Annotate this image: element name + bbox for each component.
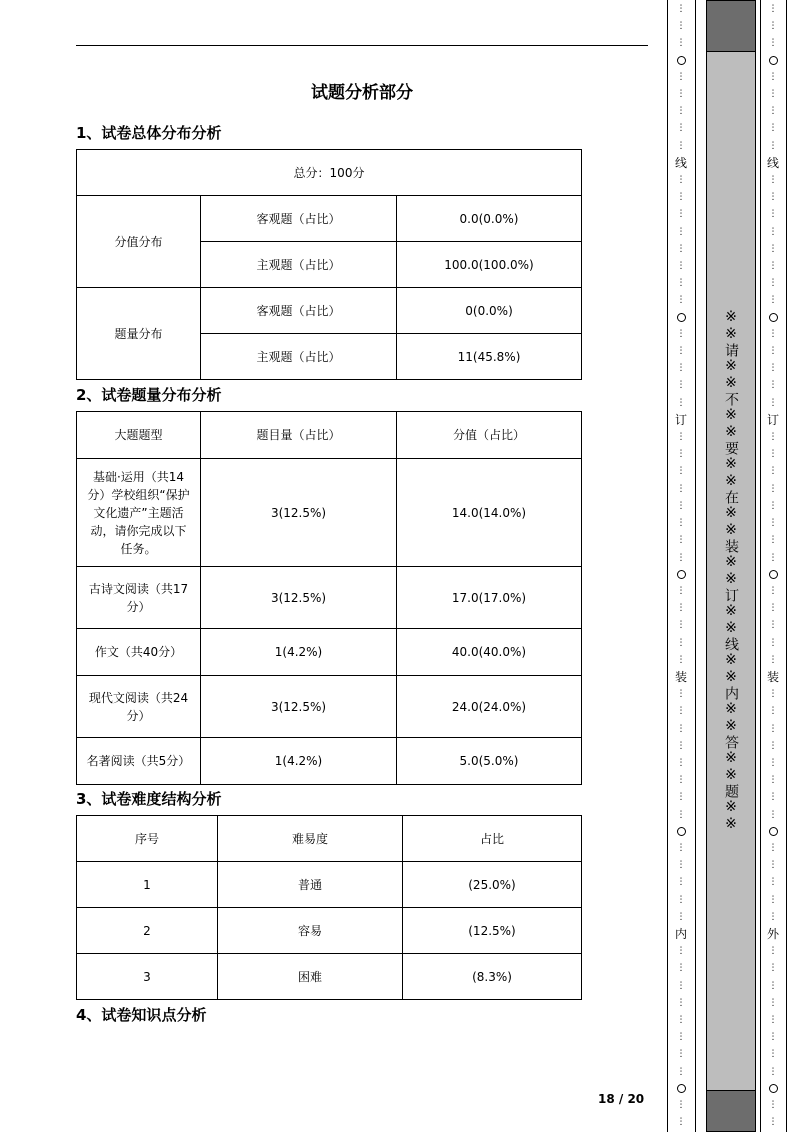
table-cell: (12.5%)	[403, 908, 582, 954]
table-cell: 17.0(17.0%)	[397, 567, 582, 629]
binding-dot: ⋮	[768, 518, 778, 529]
table-cell: (25.0%)	[403, 862, 582, 908]
binding-dot: ⋮	[676, 792, 686, 803]
binding-dot: ⋮	[768, 89, 778, 100]
table-row	[77, 196, 582, 242]
binding-word: 装	[766, 669, 779, 684]
binding-dot: ⋮	[676, 877, 686, 888]
binding-dot: ⋮	[768, 1066, 778, 1077]
binding-dot: ⋮	[768, 192, 778, 203]
binding-dot: ⋮	[676, 894, 686, 905]
overall-distribution-table	[76, 149, 582, 380]
binding-dot: ⋮	[768, 963, 778, 974]
table-cell: 11(45.8%)	[397, 334, 582, 380]
page-title: 试题分析部分	[311, 83, 413, 103]
binding-dot: ⋮	[676, 637, 686, 648]
section-heading-4: 4、试卷知识点分析	[76, 1006, 207, 1024]
binding-dot: ⋮	[676, 106, 686, 117]
binding-dot: ⋮	[768, 535, 778, 546]
binding-dot: ⋮	[768, 346, 778, 357]
binding-dot: ⋮	[676, 620, 686, 631]
binding-dot: ⋮	[768, 894, 778, 905]
binding-dot: ⋮	[768, 397, 778, 408]
binding-dot: ⋮	[676, 911, 686, 922]
binding-circle-icon	[769, 313, 778, 322]
binding-dot: ⋮	[676, 809, 686, 820]
binding-dot: ⋮	[676, 71, 686, 82]
table-cell: 5.0(5.0%)	[397, 738, 582, 785]
binding-dot: ⋮	[676, 963, 686, 974]
binding-circle-icon	[769, 1084, 778, 1093]
binding-dot: ⋮	[676, 483, 686, 494]
section-heading-1: 1、试卷总体分布分析	[76, 124, 222, 142]
binding-circle-icon	[677, 56, 686, 65]
table-row	[77, 862, 582, 908]
binding-circle-icon	[769, 570, 778, 579]
binding-dot: ⋮	[676, 21, 686, 32]
binding-border-outer	[786, 0, 787, 1132]
binding-dot: ⋮	[768, 380, 778, 391]
binding-word: 线	[674, 155, 687, 170]
binding-dot: ⋮	[676, 1049, 686, 1060]
table-cell: 1(4.2%)	[201, 629, 397, 676]
binding-dot: ⋮	[768, 500, 778, 511]
table-row	[77, 954, 582, 1000]
table-cell: 1(4.2%)	[201, 738, 397, 785]
binding-dot: ⋮	[676, 706, 686, 717]
binding-dot: ⋮	[676, 192, 686, 203]
binding-dot: ⋮	[768, 1014, 778, 1025]
binding-dot: ⋮	[676, 842, 686, 853]
binding-border-inner	[695, 0, 696, 1132]
binding-dot: ⋮	[676, 1117, 686, 1128]
table-cell: 3(12.5%)	[201, 567, 397, 629]
binding-dot: ⋮	[676, 585, 686, 596]
binding-dot: ⋮	[768, 980, 778, 991]
binding-word: 订	[674, 412, 687, 427]
binding-dot: ⋮	[676, 278, 686, 289]
binding-dot: ⋮	[676, 226, 686, 237]
binding-circle-icon	[677, 313, 686, 322]
binding-dot: ⋮	[768, 140, 778, 151]
binding-dot: ⋮	[768, 278, 778, 289]
binding-dot: ⋮	[768, 809, 778, 820]
binding-warning-text: ※※请※※不※※要※※在※※装※※订※※线※※内※※答※※题※※	[723, 309, 739, 833]
table-cell: 14.0(14.0%)	[397, 459, 582, 567]
binding-dot: ⋮	[768, 261, 778, 272]
binding-border-left	[667, 0, 668, 1132]
table-cell: 基础·运用（共14分）学校组织“保护文化遗产”主题活动，请你完成以下任务。	[77, 459, 201, 567]
outer-binding-dots	[763, 0, 783, 1132]
table-cell: 0(0.0%)	[397, 288, 582, 334]
binding-dot: ⋮	[676, 740, 686, 751]
binding-word: 订	[766, 412, 779, 427]
table-cell: 作文（共40分）	[77, 629, 201, 676]
inner-binding-dots	[671, 0, 691, 1132]
section-heading-2: 2、试卷题量分布分析	[76, 386, 222, 404]
binding-word: 外	[766, 926, 779, 941]
table-cell: 0.0(0.0%)	[397, 196, 582, 242]
question-distribution-table	[76, 411, 582, 785]
binding-dot: ⋮	[676, 1032, 686, 1043]
binding-dot: ⋮	[676, 689, 686, 700]
binding-word: 内	[674, 926, 687, 941]
binding-dot: ⋮	[768, 706, 778, 717]
binding-dot: ⋮	[676, 4, 686, 14]
binding-dot: ⋮	[676, 980, 686, 991]
table-row	[77, 629, 582, 676]
binding-dot: ⋮	[676, 363, 686, 374]
binding-dot: ⋮	[768, 775, 778, 786]
table-cell: 100.0(100.0%)	[397, 242, 582, 288]
binding-word: 线	[766, 155, 779, 170]
table-cell: 3(12.5%)	[201, 459, 397, 567]
binding-dot: ⋮	[676, 466, 686, 477]
section-heading-3: 3、试卷难度结构分析	[76, 790, 222, 808]
column-header: 序号	[77, 816, 218, 862]
binding-dot: ⋮	[768, 295, 778, 306]
question-count-distribution-label: 题量分布	[77, 288, 201, 380]
binding-dot: ⋮	[768, 654, 778, 665]
binding-dot: ⋮	[676, 243, 686, 254]
column-header: 难易度	[218, 816, 403, 862]
binding-warning	[706, 52, 756, 1090]
binding-dot: ⋮	[676, 1014, 686, 1025]
table-cell: 客观题（占比）	[201, 196, 397, 242]
column-header: 大题题型	[77, 412, 201, 459]
binding-dot: ⋮	[768, 1117, 778, 1128]
binding-dot: ⋮	[768, 842, 778, 853]
binding-dot: ⋮	[676, 295, 686, 306]
binding-block-top	[706, 0, 756, 52]
binding-dot: ⋮	[676, 380, 686, 391]
binding-dot: ⋮	[768, 71, 778, 82]
binding-dot: ⋮	[768, 21, 778, 32]
header-rule	[76, 45, 648, 46]
binding-circle-icon	[769, 827, 778, 836]
binding-dot: ⋮	[676, 449, 686, 460]
binding-word: 装	[674, 669, 687, 684]
column-header: 占比	[403, 816, 582, 862]
column-header: 分值（占比）	[397, 412, 582, 459]
binding-dot: ⋮	[768, 432, 778, 443]
binding-dot: ⋮	[676, 997, 686, 1008]
table-cell: 主观题（占比）	[201, 242, 397, 288]
table-cell: 现代文阅读（共24分）	[77, 676, 201, 738]
binding-dot: ⋮	[676, 397, 686, 408]
binding-dot: ⋮	[768, 4, 778, 14]
binding-dot: ⋮	[768, 466, 778, 477]
binding-dot: ⋮	[676, 535, 686, 546]
binding-dot: ⋮	[768, 106, 778, 117]
table-cell: 40.0(40.0%)	[397, 629, 582, 676]
binding-dot: ⋮	[768, 860, 778, 871]
binding-border-right	[760, 0, 761, 1132]
table-cell: 客观题（占比）	[201, 288, 397, 334]
binding-block-bottom	[706, 1090, 756, 1132]
binding-dot: ⋮	[676, 328, 686, 339]
binding-dot: ⋮	[676, 89, 686, 100]
binding-dot: ⋮	[768, 175, 778, 186]
table-cell: 名著阅读（共5分）	[77, 738, 201, 785]
table-cell: 2	[77, 908, 218, 954]
binding-dot: ⋮	[768, 449, 778, 460]
binding-dot: ⋮	[676, 346, 686, 357]
binding-dot: ⋮	[768, 585, 778, 596]
binding-dot: ⋮	[768, 363, 778, 374]
binding-circle-icon	[677, 1084, 686, 1093]
binding-dot: ⋮	[768, 877, 778, 888]
binding-dot: ⋮	[676, 432, 686, 443]
binding-dot: ⋮	[768, 483, 778, 494]
table-row	[77, 288, 582, 334]
binding-dot: ⋮	[768, 1100, 778, 1110]
table-row	[77, 150, 582, 196]
binding-dot: ⋮	[676, 500, 686, 511]
binding-circle-icon	[677, 570, 686, 579]
binding-dot: ⋮	[768, 911, 778, 922]
table-cell: 容易	[218, 908, 403, 954]
binding-dot: ⋮	[676, 552, 686, 563]
binding-circle-icon	[769, 56, 778, 65]
binding-dot: ⋮	[768, 792, 778, 803]
score-distribution-label: 分值分布	[77, 196, 201, 288]
table-header-row	[77, 412, 582, 459]
binding-dot: ⋮	[768, 328, 778, 339]
table-row	[77, 908, 582, 954]
binding-dot: ⋮	[676, 38, 686, 49]
binding-dot: ⋮	[768, 38, 778, 49]
binding-dot: ⋮	[768, 1049, 778, 1060]
binding-dot: ⋮	[676, 775, 686, 786]
binding-dot: ⋮	[768, 1032, 778, 1043]
binding-dot: ⋮	[676, 1066, 686, 1077]
binding-dot: ⋮	[676, 175, 686, 186]
binding-dot: ⋮	[768, 226, 778, 237]
binding-dot: ⋮	[768, 620, 778, 631]
binding-dot: ⋮	[676, 518, 686, 529]
table-cell: 3	[77, 954, 218, 1000]
binding-dot: ⋮	[676, 603, 686, 614]
table-header-row	[77, 816, 582, 862]
table-cell: 3(12.5%)	[201, 676, 397, 738]
binding-dot: ⋮	[768, 740, 778, 751]
binding-dot: ⋮	[768, 689, 778, 700]
binding-dot: ⋮	[676, 140, 686, 151]
table-cell: 1	[77, 862, 218, 908]
table-cell: 24.0(24.0%)	[397, 676, 582, 738]
binding-dot: ⋮	[768, 997, 778, 1008]
binding-dot: ⋮	[676, 654, 686, 665]
binding-dot: ⋮	[676, 123, 686, 134]
table-cell: 困难	[218, 954, 403, 1000]
binding-dot: ⋮	[768, 946, 778, 957]
binding-dot: ⋮	[676, 1100, 686, 1110]
binding-dot: ⋮	[768, 209, 778, 220]
difficulty-structure-table	[76, 815, 582, 1000]
table-row	[77, 738, 582, 785]
binding-dot: ⋮	[676, 757, 686, 768]
binding-dot: ⋮	[768, 243, 778, 254]
binding-dot: ⋮	[676, 261, 686, 272]
column-header: 题目量（占比）	[201, 412, 397, 459]
binding-dot: ⋮	[676, 723, 686, 734]
table-cell: (8.3%)	[403, 954, 582, 1000]
binding-dot: ⋮	[768, 757, 778, 768]
binding-dot: ⋮	[768, 603, 778, 614]
table-cell: 古诗文阅读（共17分）	[77, 567, 201, 629]
table-cell: 主观题（占比）	[201, 334, 397, 380]
table-row	[77, 676, 582, 738]
binding-dot: ⋮	[768, 637, 778, 648]
table-cell: 普通	[218, 862, 403, 908]
total-score-cell: 总分：100分	[77, 150, 582, 196]
table-row	[77, 459, 582, 567]
binding-dot: ⋮	[768, 552, 778, 563]
table-row	[77, 567, 582, 629]
binding-dot: ⋮	[768, 123, 778, 134]
page-number: 18 / 20	[598, 1092, 645, 1106]
binding-circle-icon	[677, 827, 686, 836]
binding-dot: ⋮	[676, 946, 686, 957]
binding-dot: ⋮	[768, 723, 778, 734]
binding-dot: ⋮	[676, 209, 686, 220]
binding-dot: ⋮	[676, 860, 686, 871]
